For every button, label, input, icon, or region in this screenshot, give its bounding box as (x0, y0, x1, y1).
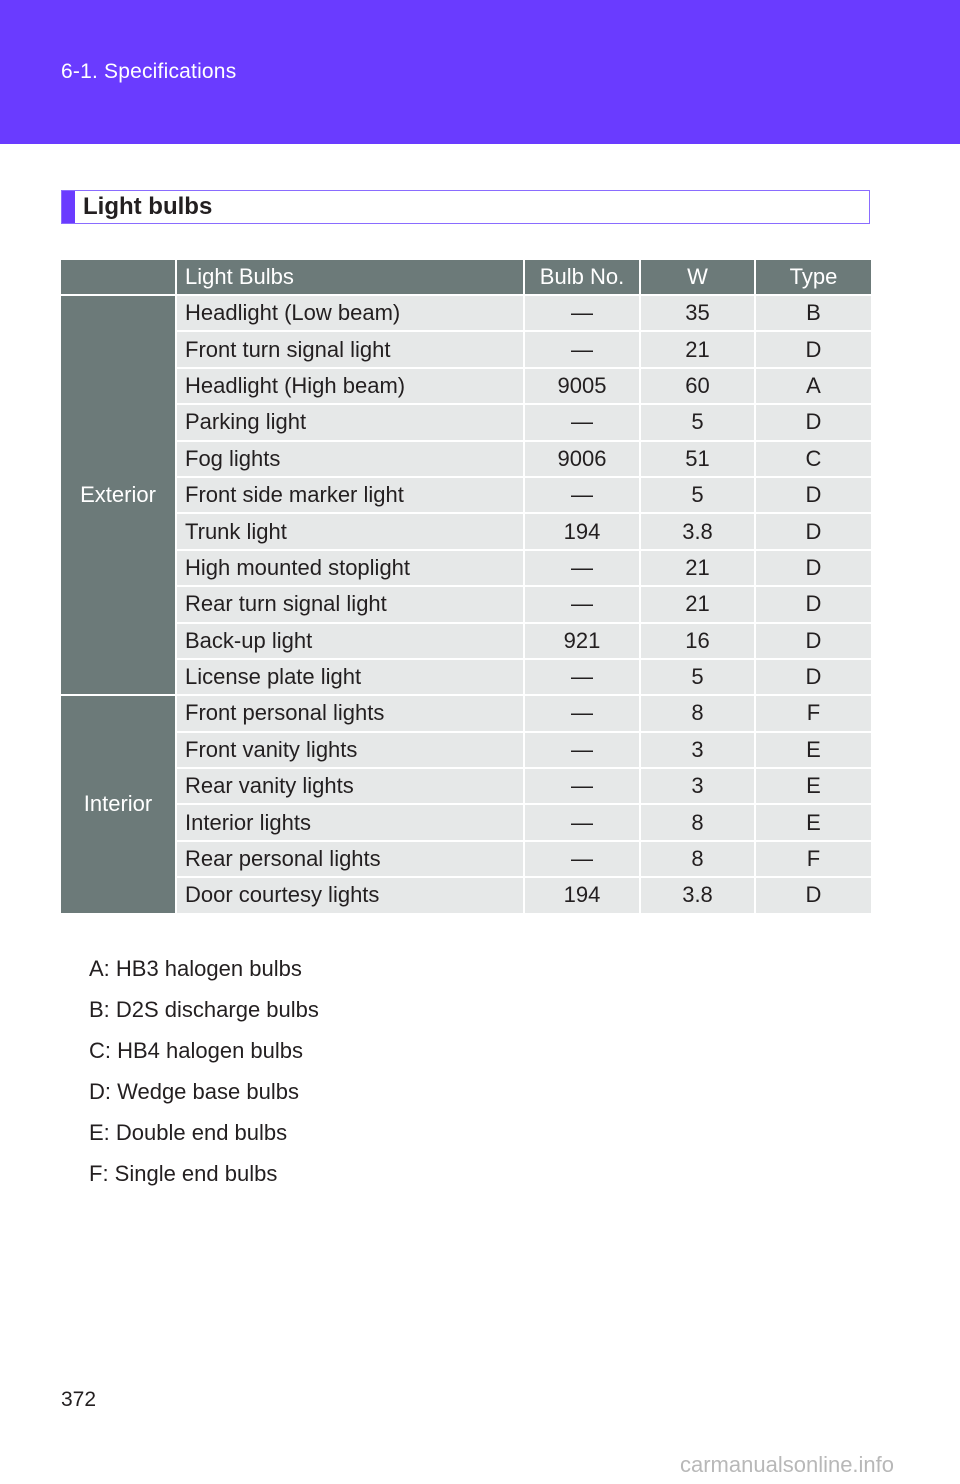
bulb-type-cell: D (755, 513, 871, 549)
table-row (61, 477, 871, 513)
bulb-number-cell: 194 (524, 513, 640, 549)
wattage-cell: 8 (640, 841, 755, 877)
bulb-type-cell: D (755, 877, 871, 913)
column-header-bulb-no: Bulb No. (524, 260, 640, 295)
bulb-type-cell: E (755, 732, 871, 768)
wattage-cell: 5 (640, 477, 755, 513)
wattage-cell: 3.8 (640, 877, 755, 913)
bulb-type-cell: C (755, 441, 871, 477)
bulb-type-cell: B (755, 295, 871, 331)
legend-item: D: Wedge base bulbs (89, 1079, 299, 1104)
wattage-cell: 3.8 (640, 513, 755, 549)
table-row (61, 804, 871, 840)
wattage-cell: 8 (640, 695, 755, 731)
bulb-number-cell: — (524, 295, 640, 331)
bulb-name-cell: Rear vanity lights (176, 768, 524, 804)
section-title: Light bulbs (83, 193, 213, 220)
bulb-number-cell: 194 (524, 877, 640, 913)
bulb-number-cell: — (524, 404, 640, 440)
bulb-type-cell: D (755, 550, 871, 586)
bulb-number-cell: — (524, 841, 640, 877)
bulb-type-cell: F (755, 841, 871, 877)
bulb-type-cell: E (755, 768, 871, 804)
bulb-type-legend (89, 952, 319, 1198)
column-header-light-bulbs: Light Bulbs (176, 260, 524, 295)
bulb-number-cell: — (524, 477, 640, 513)
light-bulbs-table (61, 260, 871, 915)
bulb-number-cell: — (524, 695, 640, 731)
wattage-cell: 3 (640, 732, 755, 768)
bulb-number-cell: 9006 (524, 441, 640, 477)
bulb-name-cell: Back-up light (176, 623, 524, 659)
bulb-number-cell: — (524, 586, 640, 622)
watermark: carmanualsonline.info (680, 1452, 895, 1477)
legend-item: B: D2S discharge bulbs (89, 997, 319, 1022)
bulb-type-cell: D (755, 659, 871, 695)
bulb-number-cell: 9005 (524, 368, 640, 404)
column-header-type: Type (755, 260, 871, 295)
table-row (61, 441, 871, 477)
section-breadcrumb: 6-1. Specifications (61, 60, 237, 83)
group-label-interior: Interior (61, 695, 176, 913)
wattage-cell: 16 (640, 623, 755, 659)
bulb-name-cell: Rear personal lights (176, 841, 524, 877)
table-row (61, 513, 871, 549)
bulb-type-cell: D (755, 404, 871, 440)
column-header-watts: W (640, 260, 755, 295)
bulb-number-cell: — (524, 550, 640, 586)
bulb-type-cell: A (755, 368, 871, 404)
table-body (61, 295, 871, 914)
bulb-name-cell: Headlight (Low beam) (176, 295, 524, 331)
bulb-name-cell: Front vanity lights (176, 732, 524, 768)
bulb-name-cell: License plate light (176, 659, 524, 695)
table-row (61, 586, 871, 622)
bulb-number-cell: — (524, 804, 640, 840)
table-row (61, 623, 871, 659)
wattage-cell: 21 (640, 586, 755, 622)
bulb-number-cell: 921 (524, 623, 640, 659)
table-row (61, 331, 871, 367)
bulb-number-cell: — (524, 768, 640, 804)
bulb-name-cell: Front turn signal light (176, 331, 524, 367)
bulb-type-cell: D (755, 586, 871, 622)
bulb-type-cell: D (755, 331, 871, 367)
bulb-name-cell: Front personal lights (176, 695, 524, 731)
legend-item: F: Single end bulbs (89, 1161, 278, 1186)
bulb-number-cell: — (524, 659, 640, 695)
page-number: 372 (61, 1388, 97, 1411)
bulb-name-cell: High mounted stoplight (176, 550, 524, 586)
section-title-accent (62, 191, 75, 223)
bulb-name-cell: Door courtesy lights (176, 877, 524, 913)
bulb-name-cell: Trunk light (176, 513, 524, 549)
table-header-row (61, 260, 871, 295)
wattage-cell: 60 (640, 368, 755, 404)
table-row (61, 659, 871, 695)
wattage-cell: 3 (640, 768, 755, 804)
table-row (61, 768, 871, 804)
bulb-type-cell: E (755, 804, 871, 840)
legend-item: C: HB4 halogen bulbs (89, 1038, 304, 1063)
legend-item: A: HB3 halogen bulbs (89, 956, 302, 981)
section-title-box (61, 190, 870, 224)
group-label-exterior: Exterior (61, 295, 176, 695)
page-header (0, 0, 960, 144)
wattage-cell: 5 (640, 659, 755, 695)
wattage-cell: 5 (640, 404, 755, 440)
bulb-type-cell: D (755, 623, 871, 659)
table-row (61, 550, 871, 586)
legend-item: E: Double end bulbs (89, 1120, 288, 1145)
bulb-name-cell: Interior lights (176, 804, 524, 840)
table-row (61, 695, 871, 731)
table-row (61, 841, 871, 877)
wattage-cell: 35 (640, 295, 755, 331)
wattage-cell: 21 (640, 331, 755, 367)
table-row (61, 877, 871, 913)
bulb-type-cell: D (755, 477, 871, 513)
table-row (61, 368, 871, 404)
bulb-number-cell: — (524, 732, 640, 768)
table-row (61, 295, 871, 331)
column-header-group (61, 260, 176, 295)
bulb-name-cell: Rear turn signal light (176, 586, 524, 622)
wattage-cell: 21 (640, 550, 755, 586)
bulb-name-cell: Fog lights (176, 441, 524, 477)
table-row (61, 732, 871, 768)
table-row (61, 404, 871, 440)
bulb-number-cell: — (524, 331, 640, 367)
wattage-cell: 51 (640, 441, 755, 477)
bulb-type-cell: F (755, 695, 871, 731)
bulb-name-cell: Headlight (High beam) (176, 368, 524, 404)
bulb-name-cell: Front side marker light (176, 477, 524, 513)
bulb-name-cell: Parking light (176, 404, 524, 440)
wattage-cell: 8 (640, 804, 755, 840)
